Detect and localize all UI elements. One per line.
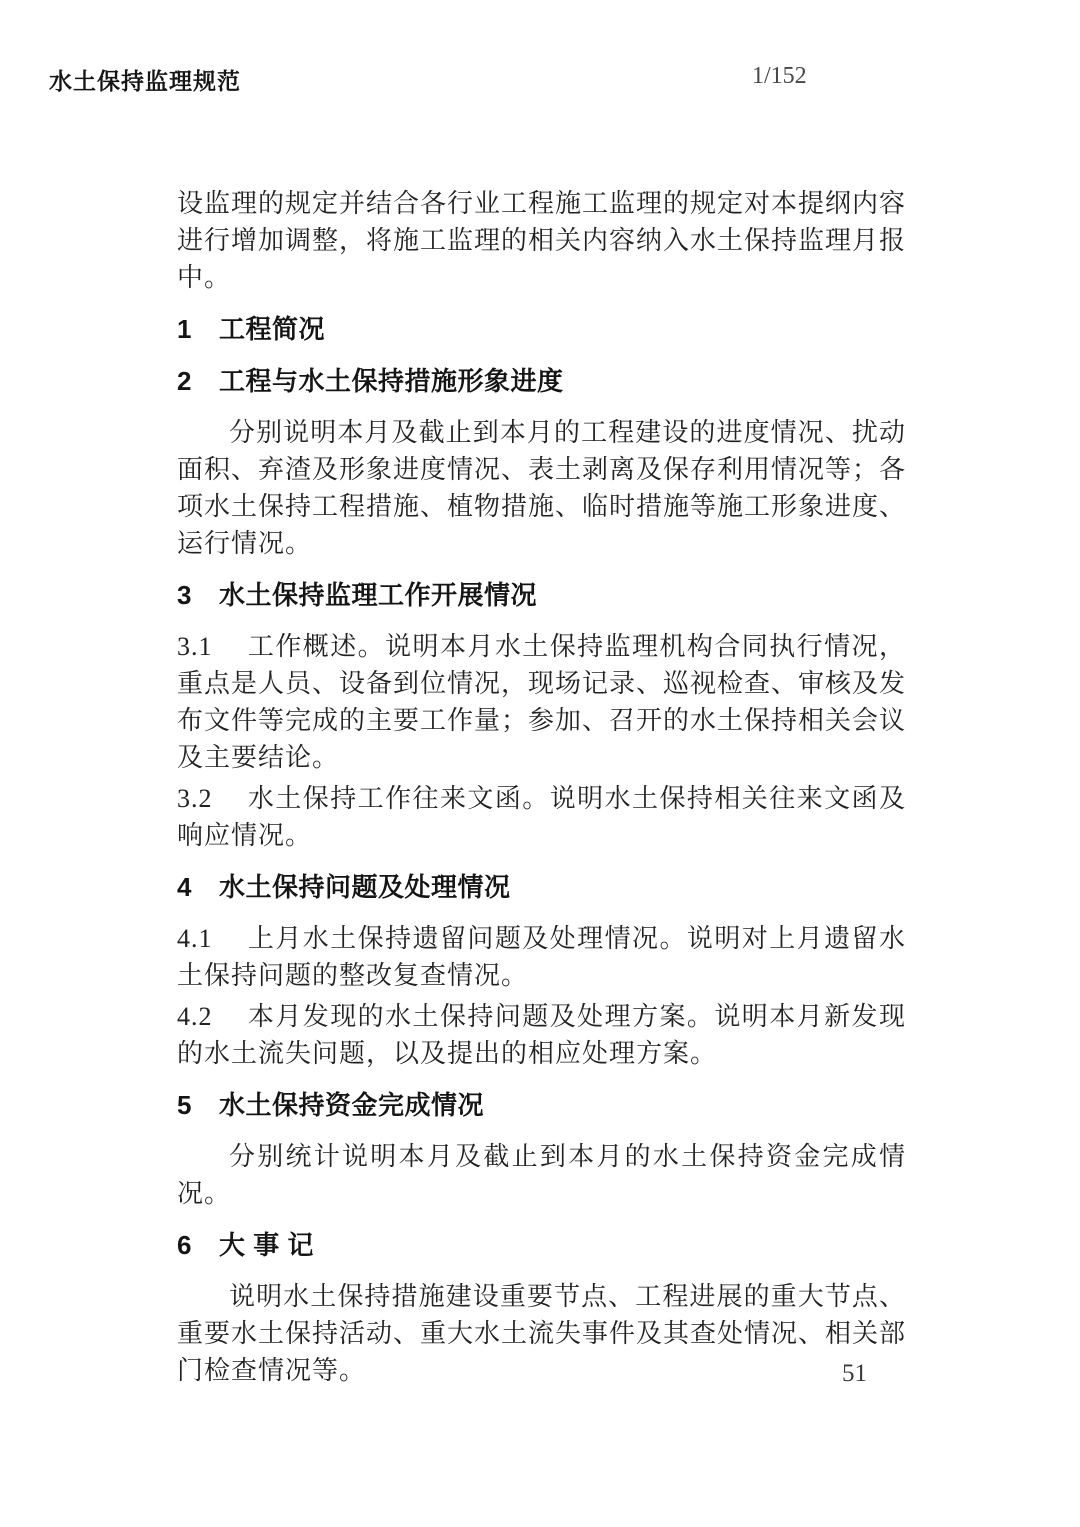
section-heading-1 xyxy=(177,311,906,348)
section-number: 4 xyxy=(177,872,192,902)
section-title: 水土保持资金完成情况 xyxy=(219,1090,485,1120)
section-heading-5 xyxy=(177,1087,906,1124)
clause-paragraph-3-2 xyxy=(177,780,906,854)
section-heading-6 xyxy=(177,1227,906,1264)
body-paragraph-progress xyxy=(177,414,906,562)
paragraph-text: 说明水土保持措施建设重要节点、工程进展的重大节点、重要水土保持活动、重大水土流失事件及其查处情况、相关部门检查情况等。 xyxy=(177,1282,907,1385)
clause-number: 3.2 xyxy=(177,784,213,813)
section-number: 2 xyxy=(177,366,192,396)
clause-paragraph-3-1 xyxy=(177,628,906,776)
section-heading-4 xyxy=(177,869,906,906)
clause-paragraph-4-2 xyxy=(177,998,906,1072)
section-title: 水土保持问题及处理情况 xyxy=(219,872,511,902)
section-heading-3 xyxy=(177,577,906,614)
document-body xyxy=(177,185,906,1393)
document-title: 水土保持监理规范 xyxy=(49,68,241,94)
section-heading-2 xyxy=(177,363,906,400)
section-title: 水土保持监理工作开展情况 xyxy=(219,580,538,610)
clause-text: 本月发现的水土保持问题及处理方案。说明本月新发现的水土流失问题，以及提出的相应处理方案。 xyxy=(177,1002,906,1068)
section-number: 3 xyxy=(177,580,192,610)
paragraph-text: 分别说明本月及截止到本月的工程建设的进度情况、扰动面积、弃渣及形象进度情况、表土剥离及保存利用情况等；各项水土保持工程措施、植物措施、临时措施等施工形象进度、运行情况。 xyxy=(177,418,907,558)
printed-page-number: 51 xyxy=(842,1360,867,1387)
clause-text: 水土保持工作往来文函。说明水土保持相关往来文函及响应情况。 xyxy=(177,784,906,850)
section-number: 6 xyxy=(177,1230,192,1260)
clause-number: 4.2 xyxy=(177,1002,213,1031)
clause-text: 上月水土保持遗留问题及处理情况。说明对上月遗留水土保持问题的整改复查情况。 xyxy=(177,924,906,990)
clause-number: 4.1 xyxy=(177,924,213,953)
page-indicator: 1/152 xyxy=(752,63,807,89)
clause-number: 3.1 xyxy=(177,632,213,661)
body-paragraph-funds xyxy=(177,1138,906,1212)
section-title: 工程与水土保持措施形象进度 xyxy=(219,366,564,396)
clause-paragraph-4-1 xyxy=(177,920,906,994)
body-paragraph-intro xyxy=(177,185,906,296)
section-number: 1 xyxy=(177,314,192,344)
clause-text: 工作概述。说明本月水土保持监理机构合同执行情况，重点是人员、设备到位情况，现场记录、巡视检查、审核及发布文件等完成的主要工作量；参加、召开的水土保持相关会议及主要结论。 xyxy=(177,632,907,772)
section-number: 5 xyxy=(177,1090,192,1120)
section-title: 工程简况 xyxy=(219,314,326,344)
paragraph-text: 分别统计说明本月及截止到本月的水土保持资金完成情况。 xyxy=(177,1142,906,1208)
section-title: 大 事 记 xyxy=(219,1230,314,1260)
body-paragraph-events xyxy=(177,1278,906,1389)
paragraph-text: 设监理的规定并结合各行业工程施工监理的规定对本提纲内容进行增加调整，将施工监理的相关内容纳入水土保持监理月报中。 xyxy=(177,189,907,292)
